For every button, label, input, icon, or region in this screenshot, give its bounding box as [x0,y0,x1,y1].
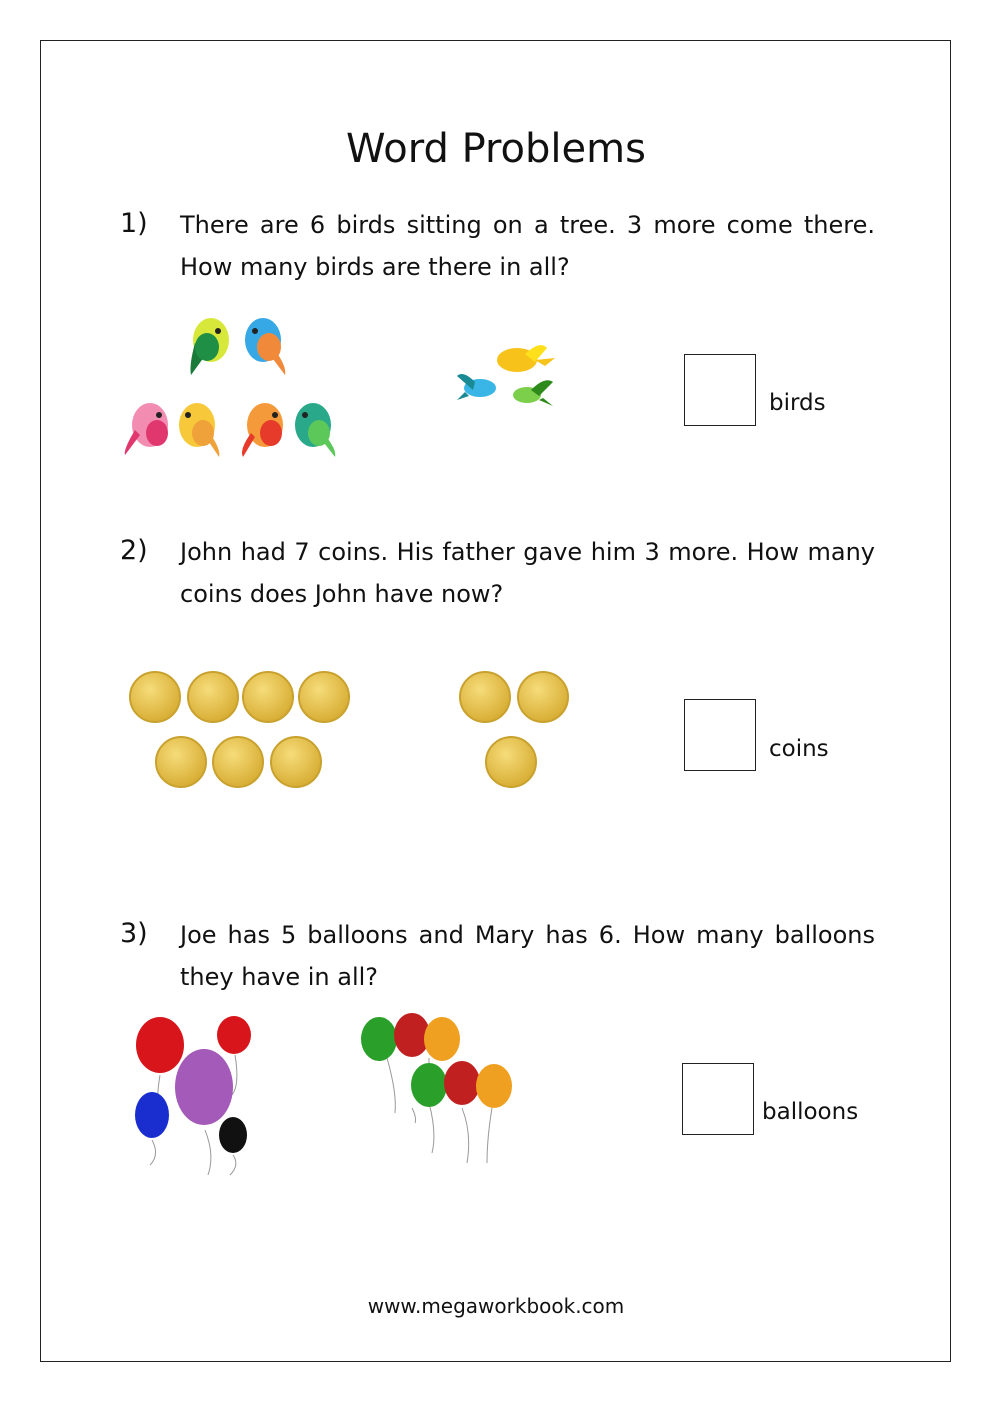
balloons-group-a-icon [130,1015,260,1180]
answer-unit-3: balloons [762,1099,859,1125]
answer-box-2[interactable] [684,699,756,771]
answer-box-1[interactable] [684,354,756,426]
problem-1-text: There are 6 birds sitting on a tree. 3 more come there. How many birds are there in all? [180,211,875,281]
coins-group-a-icon [128,670,353,790]
coins-group-b-icon [458,670,573,790]
problem-3-text: Joe has 5 balloons and Mary has 6. How many balloons they have in all? [180,921,875,991]
page-title: Word Problems [346,126,646,172]
birds-group-b-icon [455,340,565,415]
problem-3-number: 3) [120,918,148,949]
problem-2-number: 2) [120,535,148,566]
problem-1-number: 1) [120,208,148,239]
answer-unit-1: birds [769,390,826,416]
answer-box-3[interactable] [682,1063,754,1135]
birds-group-a-icon [115,305,350,465]
answer-unit-2: coins [769,736,829,762]
balloons-group-b-icon [357,1013,517,1168]
footer-url: www.megaworkbook.com [367,1294,625,1318]
problem-2-text: John had 7 coins. His father gave him 3 more. How many coins does John have now? [180,538,875,608]
